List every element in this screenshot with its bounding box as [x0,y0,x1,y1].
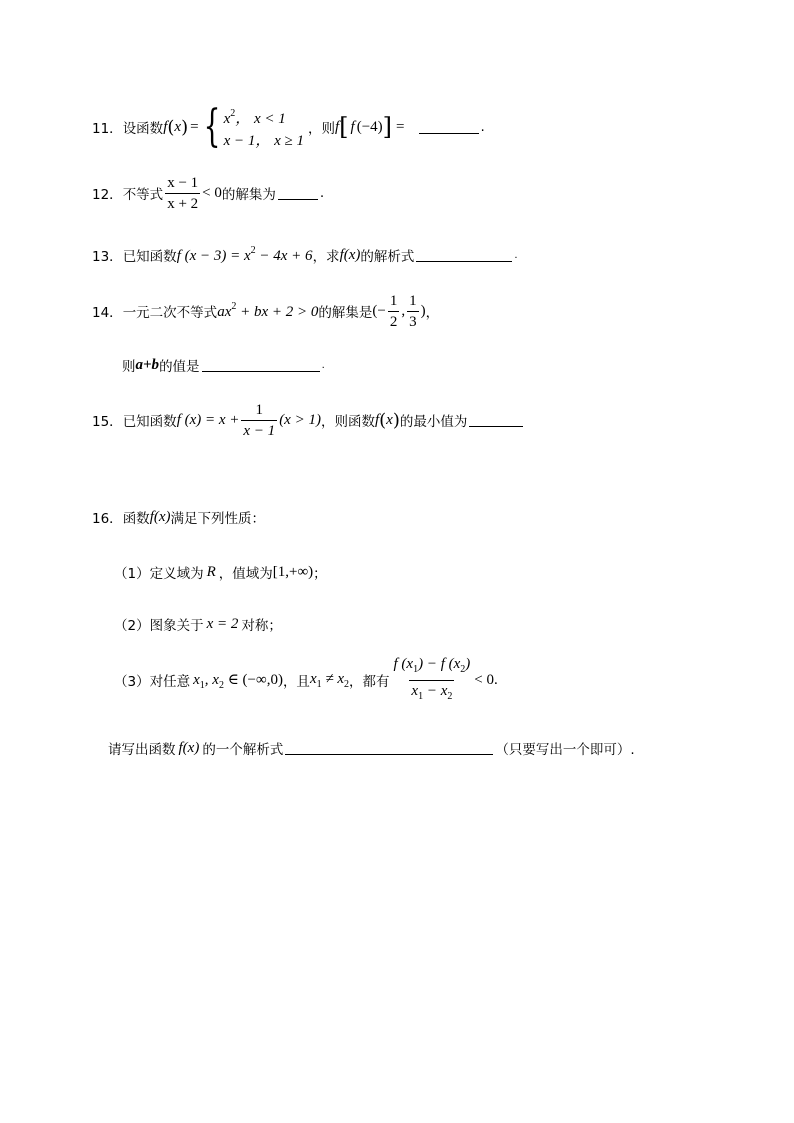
question-13: 13． 已知函数 f $(x - 3) = x^2 - 4x + 6$ ，求 f(x) 的解析式 . [92,245,518,265]
q16-fraction: $\frac{f (x_1) - f (x_2)}{x_1 - x_2}$ [392,656,473,705]
q11-number: 11． [92,121,123,137]
question-15: 15． 已知函数 f (x) = x + $\frac{1}{x - 1}$ (x > 1) ，则函数 f ( x ) 的最小值为 [92,398,525,442]
q16-answer-blank [285,741,493,755]
question-11: 11． 设函数 f ( x ) = { $x^2$， x < 1 x − 1， x ≥ 1 ，则 f [ f (−4) ] = . [92,101,485,152]
question-12: 12． 不等式 $\frac{x - 1}{x + 2}$ < 0 的解集为 . [92,174,325,212]
question-14-line-2: 则 a+b 的值是 . [122,356,325,375]
q16-property-3: （3）对任意 $x_1$, $x_2$ ∈ (−∞,0) ，且 $x_1 \ne x_2$ ，都有 $\frac{f (x_1) - f (x_2)}{x_1 - x_2}$ < 0. [114,657,498,703]
q16-ask: 请写出函数 f(x) 的一个解析式 （只要写出一个即可）. [108,739,635,758]
q11-piecewise: $x^2$， x < 1 x − 1， x ≥ 1 [223,107,304,149]
q13-answer-blank [416,248,512,262]
q11-text: 设函数 [122,121,164,137]
q14-fraction-1: $\frac{1}{2}$ [389,292,398,330]
q14-answer-blank [202,358,320,372]
q12-answer-blank [278,186,318,200]
q16-property-2: （2）图象关于 x = 2 对称； [114,615,282,634]
q16-property-1: （1）定义域为 R ，值域为 [1,+∞) ； [114,563,327,582]
q11-brace: { [203,101,220,152]
q11-answer-blank [419,120,479,134]
q15-fraction: $\frac{1}{x - 1}$ [243,401,276,439]
question-14: 14． 一元二次不等式 $ax^2$ + bx + 2 > 0 的解集是 (− $\frac{1}{2}$ , $\frac{1}{3}$ ) ， [92,292,440,330]
q15-answer-blank [469,413,523,427]
q11-f: f [163,118,168,135]
q12-fraction: $\frac{x - 1}{x + 2}$ [167,174,199,212]
q14-fraction-2: $\frac{1}{3}$ [409,292,417,330]
question-16: 16． 函数 f(x) 满足下列性质： [92,508,266,527]
